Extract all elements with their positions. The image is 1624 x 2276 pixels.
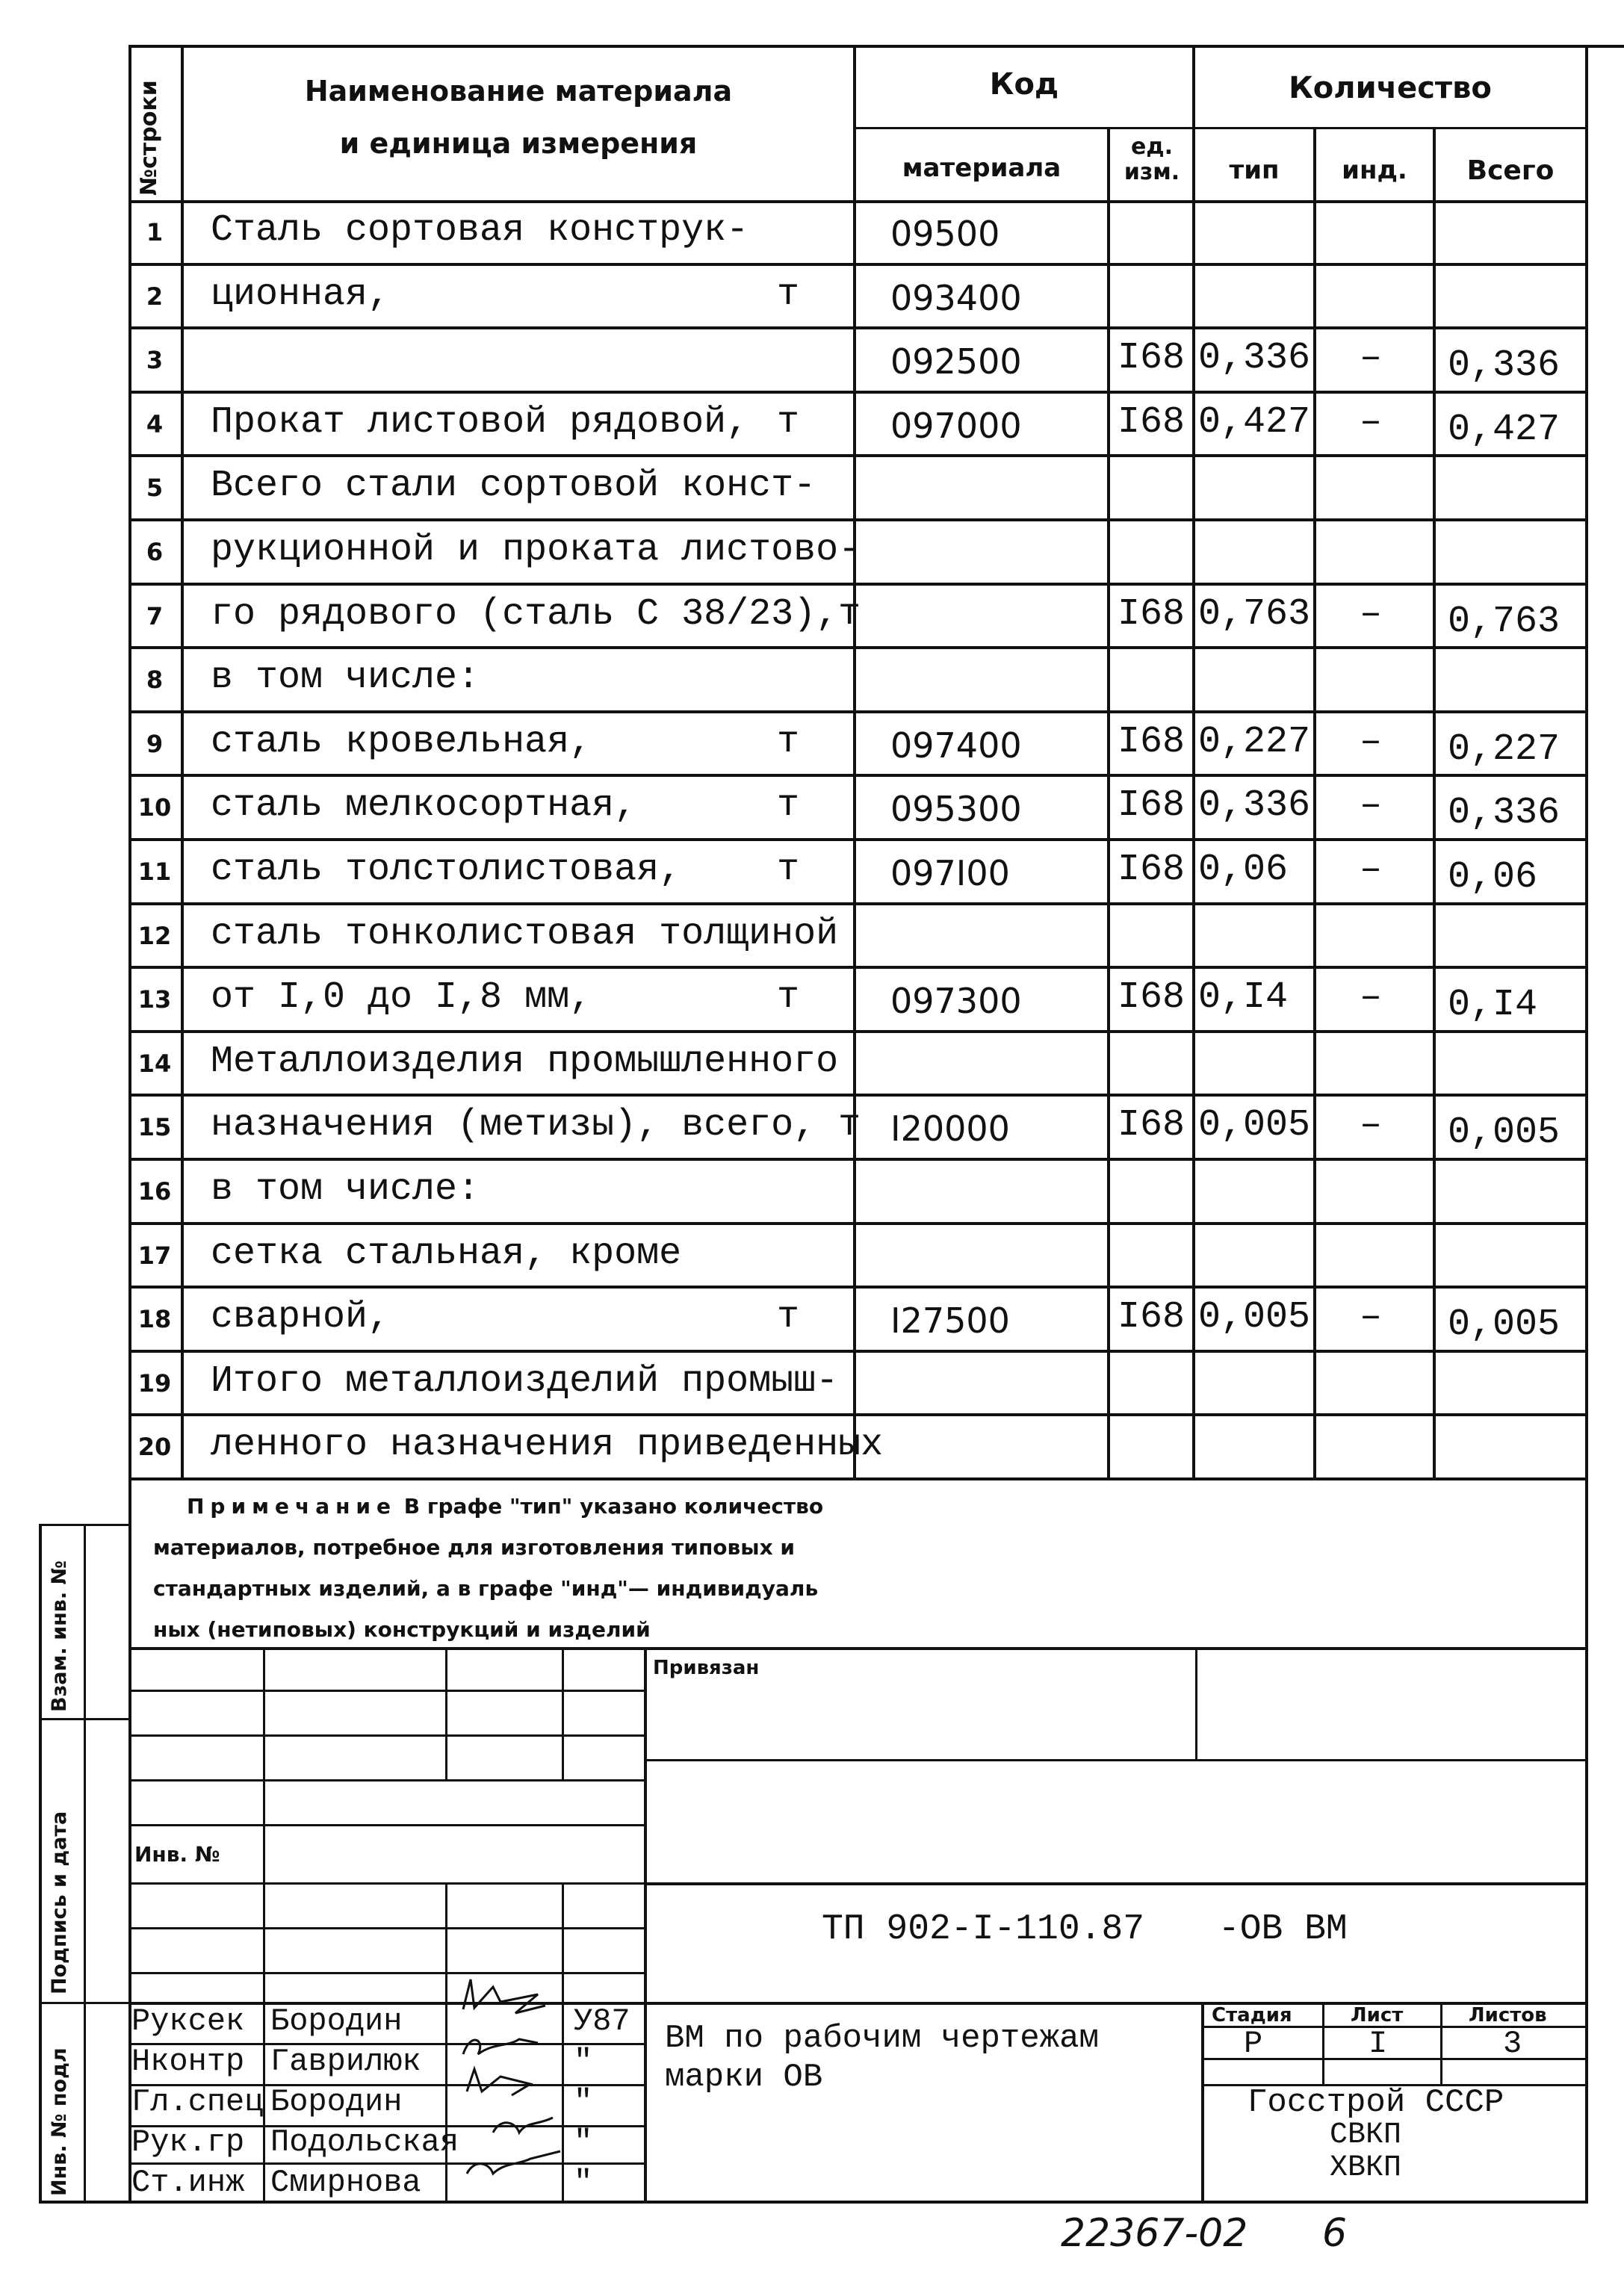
material-name: Итого металлоизделий промыш- [211, 1359, 839, 1403]
unit-mark: т [777, 1296, 800, 1339]
row-divider [128, 1413, 1587, 1416]
qty-total: 0,005 [1448, 1111, 1561, 1155]
qty-total: 0,336 [1448, 792, 1561, 835]
material-name: Сталь сортовая конструк- [211, 209, 749, 252]
row-divider [128, 838, 1587, 841]
podpis-data-label: Подпись и дата [48, 1811, 71, 1994]
unit-mark: т [777, 849, 800, 891]
code-group-header: Код [989, 67, 1059, 102]
row-number: 11 [137, 858, 172, 886]
row-divider [128, 583, 1587, 586]
unit-code: I68 [1118, 1104, 1186, 1147]
qty-total: 0,427 [1448, 408, 1561, 451]
material-name: сварной, [211, 1296, 391, 1339]
signature-name: Гаврилюк [270, 2044, 421, 2080]
document-code [822, 1909, 1348, 1950]
qty-ind: – [1360, 592, 1383, 636]
qty-type: 0,763 [1198, 592, 1311, 636]
row-number: 10 [137, 793, 172, 822]
unit-mark: т [777, 273, 800, 316]
qty-ind: – [1360, 337, 1383, 380]
inv-no-label: Инв. № [134, 1842, 220, 1867]
material-name: сталь тонколистовая толщиной [211, 912, 839, 955]
name-header-line2: и единица измерения [339, 127, 698, 160]
name-header-line1: Наименование материала [304, 75, 733, 108]
unit-mark: т [777, 400, 800, 444]
unit-code: I68 [1118, 400, 1186, 444]
material-name: назначения (метизы), всего, т [211, 1104, 861, 1147]
unit-code: I68 [1118, 976, 1186, 1020]
row-number: 3 [146, 346, 164, 375]
note-text-1: В графе "тип" указано количество [403, 1494, 824, 1519]
row-divider [128, 1350, 1587, 1353]
row-divider [128, 1030, 1587, 1033]
row-divider [128, 902, 1587, 905]
doc-code-suffix: -ОВ ВМ [1218, 1909, 1348, 1950]
note-lead: Примечание [187, 1494, 397, 1519]
material-name: го рядового (сталь С 38/23),т [211, 592, 861, 636]
qty-ind: – [1360, 1296, 1383, 1339]
row-divider [128, 326, 1587, 329]
qty-type: 0,06 [1198, 849, 1289, 891]
row-divider [128, 1094, 1587, 1097]
row-number: 20 [137, 1433, 172, 1462]
material-code: 09500 [890, 214, 1000, 254]
qty-total: 0,005 [1448, 1303, 1561, 1347]
material-name: сталь кровельная, [211, 720, 592, 763]
signature-scribbles [448, 1972, 642, 2204]
row-number: 17 [137, 1241, 172, 1270]
vzam-inv-label: Взам. инв. № [48, 1560, 71, 1712]
signature-date: " [574, 2124, 593, 2160]
qty-type: 0,227 [1198, 720, 1311, 763]
qty-type: 0,427 [1198, 400, 1311, 444]
material-code: I20000 [890, 1108, 1010, 1150]
qty-ind-header: инд. [1342, 155, 1407, 185]
material-name: Металлоизделия промышленного [211, 1040, 839, 1083]
archive-number: 22367-02 [1061, 2211, 1248, 2256]
material-code: 095300 [890, 789, 1022, 830]
sheets-value: 3 [1503, 2026, 1522, 2062]
row-number: 12 [137, 921, 172, 950]
qty-type: 0,336 [1198, 784, 1311, 828]
note-line2: материалов, потребное для изготовления типовых и [153, 1535, 795, 1560]
signature-name: Смирнова [270, 2165, 421, 2201]
unit-code: I68 [1118, 720, 1186, 763]
description-line1: ВМ по рабочим чертежам [665, 2020, 1099, 2057]
qty-total: 0,336 [1448, 344, 1561, 388]
row-number: 13 [137, 985, 172, 1014]
doc-code-main: ТП 902-I-110.87 [822, 1909, 1145, 1950]
material-name: Прокат листовой рядовой, [211, 400, 749, 444]
row-number: 14 [137, 1049, 172, 1078]
privyazan-label: Привязан [653, 1657, 760, 1679]
material-name: сталь мелкосортная, [211, 784, 637, 828]
qty-ind: – [1360, 400, 1383, 444]
qty-total: 0,I4 [1448, 984, 1538, 1027]
row-number: 1 [146, 218, 164, 246]
org-line2: СВКП [1330, 2118, 1402, 2152]
qty-total: 0,227 [1448, 728, 1561, 771]
unit-code: I68 [1118, 849, 1186, 891]
unit-mark: т [777, 720, 800, 763]
unit-code: I68 [1118, 784, 1186, 828]
material-name: рукционной и проката листово- [211, 529, 861, 571]
signature-role: Гл.спец [131, 2084, 264, 2120]
row-divider [128, 1286, 1587, 1289]
row-divider [128, 774, 1587, 777]
signature-name: Бородин [270, 2003, 403, 2039]
signature-role: Рук.гр [131, 2124, 245, 2160]
qty-total-header: Всего [1466, 155, 1555, 186]
row-divider [128, 1158, 1587, 1161]
stage-value: Р [1244, 2026, 1263, 2062]
page-number: 6 [1322, 2211, 1348, 2256]
qty-total: 0,06 [1448, 856, 1538, 899]
stage-label: Стадия [1212, 2004, 1292, 2027]
signature-role: Нконтр [131, 2044, 245, 2080]
qty-type: 0,005 [1198, 1104, 1311, 1147]
row-divider [128, 263, 1587, 266]
row-number: 6 [146, 538, 164, 566]
material-name: ционная, [211, 273, 391, 316]
signature-date: " [574, 2084, 593, 2120]
org-line3: ХВКП [1330, 2151, 1402, 2185]
org-line1: Госстрой СССР [1248, 2084, 1504, 2121]
material-name: сталь толстолистовая, [211, 849, 682, 891]
qty-ind: – [1360, 976, 1383, 1020]
row-number: 15 [137, 1113, 172, 1142]
code-material-header: материала [902, 153, 1062, 183]
signature-name: Подольская [270, 2124, 459, 2160]
material-name: Всего стали сортовой конст- [211, 465, 816, 508]
row-divider [128, 1222, 1587, 1225]
unit-code: I68 [1118, 592, 1186, 636]
qty-type: 0,005 [1198, 1296, 1311, 1339]
sheet-value: I [1369, 2026, 1388, 2062]
qty-ind: – [1360, 784, 1383, 828]
row-number-header: №строки [136, 80, 162, 196]
material-code: 097I00 [890, 853, 1010, 893]
qty-ind: – [1360, 1104, 1383, 1147]
signature-date: У87 [574, 2003, 630, 2039]
signature-name: Бородин [270, 2084, 403, 2120]
material-name: в том числе: [211, 657, 480, 700]
unit-mark: т [777, 976, 800, 1020]
signature-role: Руксек [131, 2003, 245, 2039]
row-number: 18 [137, 1305, 172, 1334]
qty-ind: – [1360, 849, 1383, 891]
sheets-label: Листов [1469, 2004, 1547, 2027]
row-divider [128, 518, 1587, 521]
row-number: 2 [146, 282, 164, 311]
unit-code: I68 [1118, 1296, 1186, 1339]
row-number: 5 [146, 474, 164, 503]
unit-code: I68 [1118, 337, 1186, 380]
qty-type: 0,I4 [1198, 976, 1289, 1020]
material-code: 092500 [890, 341, 1022, 382]
signature-date: " [574, 2165, 593, 2201]
qty-type: 0,336 [1198, 337, 1311, 380]
row-divider [128, 391, 1587, 394]
note-line4: ных (нетиповых) конструкций и изделий [153, 1617, 651, 1642]
material-name: сетка стальная, кроме [211, 1232, 682, 1275]
qty-total: 0,763 [1448, 600, 1561, 643]
row-divider [128, 1477, 1587, 1480]
material-code: 097300 [890, 981, 1022, 1022]
qty-ind: – [1360, 720, 1383, 763]
note-line3: стандартных изделий, а в графе "инд"— индивидуаль [153, 1576, 819, 1601]
row-number: 16 [137, 1177, 172, 1206]
inv-podl-label: Инв. № подл [48, 2047, 71, 2196]
material-name: от I,0 до I,8 мм, [211, 976, 592, 1020]
row-divider [128, 966, 1587, 969]
row-divider [128, 646, 1587, 649]
description-line2: марки ОВ [665, 2059, 823, 2096]
quantity-group-header: Количество [1289, 71, 1492, 105]
material-code: I27500 [890, 1300, 1010, 1342]
row-number: 8 [146, 666, 164, 695]
code-unit-header: ед. изм. [1124, 134, 1180, 185]
note-line1 [187, 1494, 823, 1519]
material-name: ленного назначения приведенных [211, 1424, 884, 1467]
signature-date: " [574, 2044, 593, 2080]
row-divider [128, 710, 1587, 713]
row-number: 9 [146, 729, 164, 758]
row-divider [128, 454, 1587, 457]
material-code: 097400 [890, 725, 1022, 766]
row-number: 19 [137, 1368, 172, 1398]
qty-type-header: тип [1229, 155, 1280, 185]
row-number: 4 [146, 409, 164, 438]
material-name: в том числе: [211, 1168, 480, 1211]
material-code: 093400 [890, 277, 1022, 318]
unit-mark: т [777, 784, 800, 828]
signature-role: Ст.инж [131, 2165, 245, 2201]
material-code: 097000 [890, 405, 1022, 446]
row-number: 7 [146, 601, 164, 630]
sheet-label: Лист [1351, 2004, 1404, 2027]
